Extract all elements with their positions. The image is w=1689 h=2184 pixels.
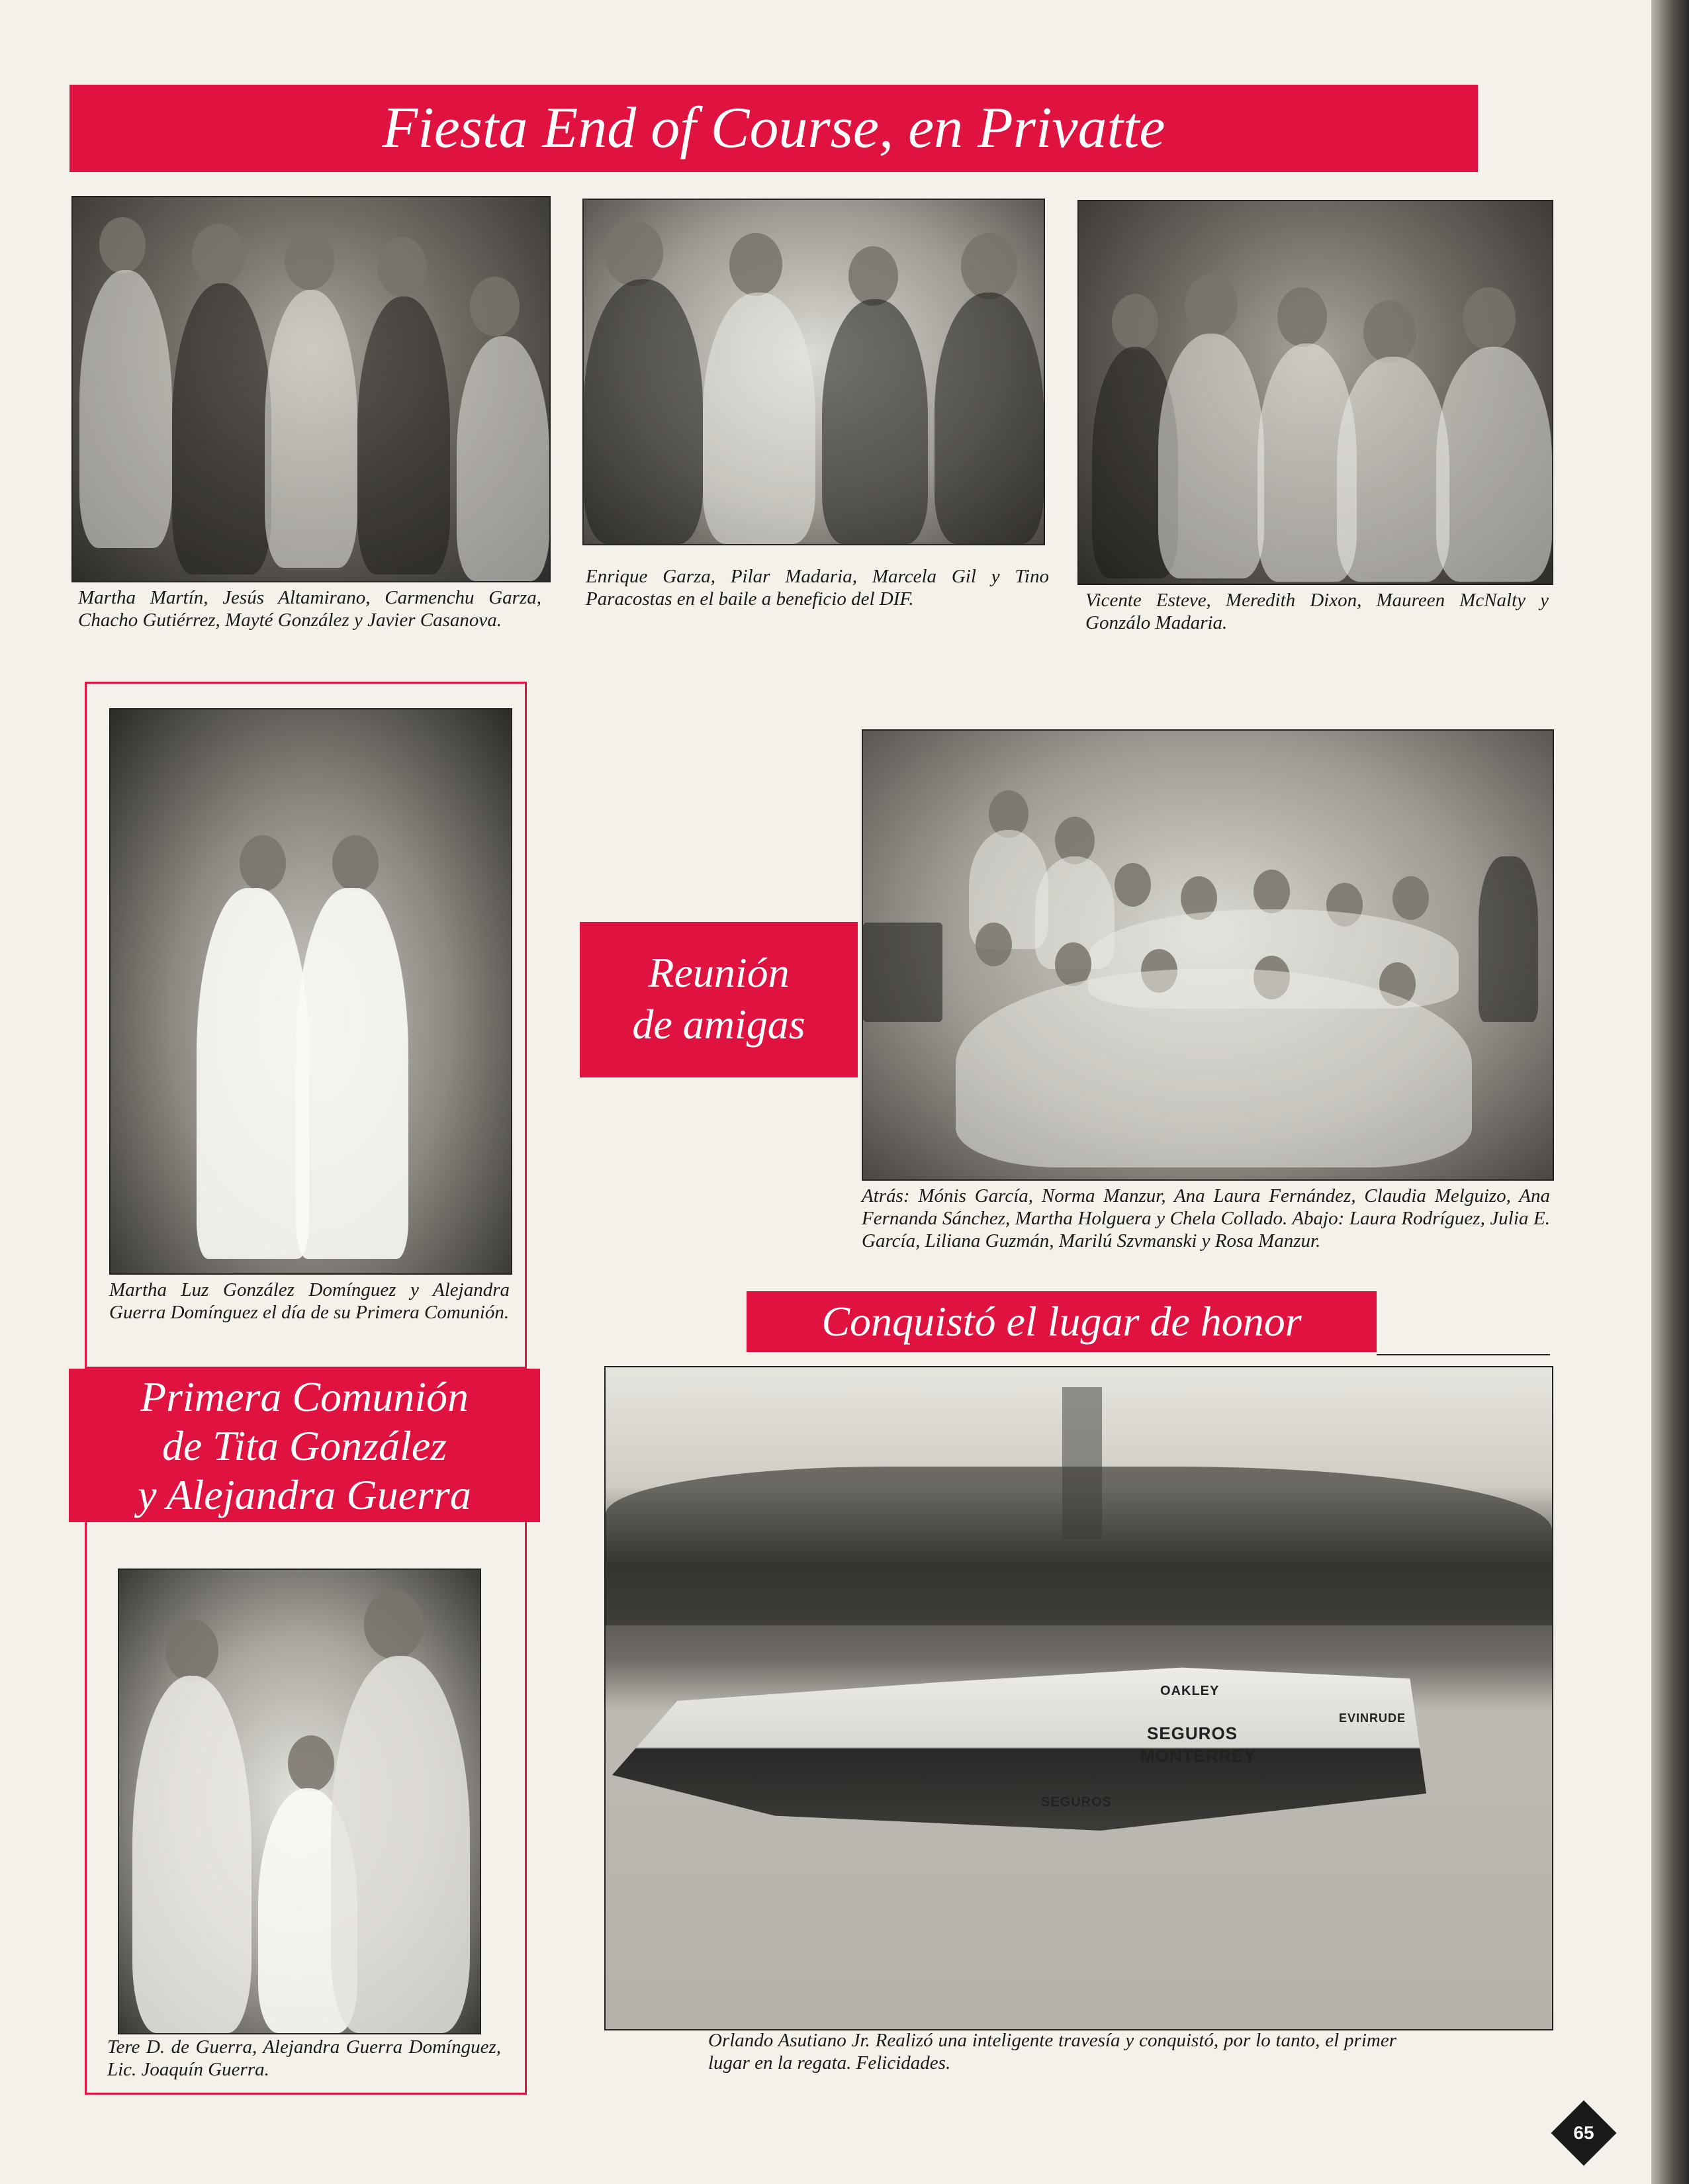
person-head	[332, 835, 379, 891]
fiesta-title-banner: Fiesta End of Course, en Privatte	[69, 85, 1478, 172]
caption-fiesta-3: Vicente Esteve, Meredith Dixon, Maureen McNalty y Gonzálo Madaria.	[1085, 590, 1549, 633]
comunion-title-banner	[69, 1369, 540, 1522]
person-head	[288, 1735, 334, 1792]
person-head	[848, 246, 898, 306]
person-figure	[197, 888, 309, 1259]
person-figure	[584, 279, 703, 544]
person-head	[1115, 863, 1151, 907]
boat-label-monterrey: MONTERREY	[1140, 1746, 1257, 1766]
person-figure	[703, 293, 815, 544]
power-tower	[1062, 1387, 1102, 1539]
caption-fiesta-2: Enrique Garza, Pilar Madaria, Marcela Gil y Tino Paracostas en el baile a beneficio del DIF.	[586, 566, 1049, 610]
person-head	[192, 224, 245, 287]
caption-comunion-bottom: Tere D. de Guerra, Alejandra Guerra Domínguez, Lic. Joaquín Guerra.	[107, 2036, 501, 2080]
person-head	[1363, 300, 1416, 363]
person-figure	[79, 270, 172, 548]
person-head	[1277, 287, 1327, 347]
boat-label-seguros: SEGUROS	[1147, 1723, 1238, 1743]
person-figure	[331, 1656, 470, 2033]
person-head	[976, 923, 1012, 966]
photo-speedboat-regata	[604, 1366, 1553, 2030]
person-head	[285, 230, 334, 290]
caption-fiesta-1: Martha Martín, Jesús Altamirano, Carmenchu Garza, Chacho Gutiérrez, Mayté González y Javier Casanova.	[78, 587, 541, 631]
caption-comunion-top: Martha Luz González Domínguez y Alejandra Guerra Domínguez el día de su Primera Comunión.	[109, 1279, 510, 1323]
person-figure	[1337, 357, 1449, 582]
boat-label-seguros-hull: SEGUROS	[1041, 1795, 1113, 1809]
person-head	[961, 233, 1017, 299]
comunion-title-line-3: y Alejandra Guerra	[138, 1471, 471, 1518]
reunion-title-line-2: de amigas	[632, 1001, 805, 1048]
caption-regata: Orlando Asutiano Jr. Realizó una inteligente travesía y conquistó, por lo tanto, el primer lugar en la regata. Felicidades.	[708, 2030, 1396, 2073]
book-binding-edge	[1651, 0, 1689, 2184]
person-head	[470, 277, 520, 336]
lamp-shape	[1479, 856, 1538, 1022]
photo-guerra-family	[118, 1569, 481, 2034]
photo-reunion-amigas	[862, 729, 1554, 1181]
person-figure	[172, 283, 271, 574]
person-figure	[357, 296, 450, 574]
person-head	[364, 1590, 424, 1659]
person-figure	[132, 1676, 251, 2033]
reunion-title-line-1: Reunión	[648, 949, 790, 996]
photo-fiesta-group-2	[582, 199, 1045, 545]
person-figure	[265, 290, 357, 568]
photo-fiesta-group-3	[1077, 200, 1553, 585]
person-figure	[296, 888, 408, 1259]
person-head	[240, 835, 286, 891]
person-head	[1112, 294, 1158, 350]
person-figure	[1436, 347, 1552, 582]
speedboat	[612, 1645, 1426, 1831]
person-head	[99, 217, 146, 273]
regata-title-banner: Conquistó el lugar de honor	[747, 1291, 1377, 1352]
person-head	[604, 220, 663, 286]
boat-label-oakley: OAKLEY	[1160, 1684, 1220, 1698]
person-head	[1254, 870, 1290, 913]
comunion-title-line-1: Primera Comunión	[140, 1373, 469, 1420]
page-number: 65	[1573, 2122, 1594, 2143]
regata-title-rule	[1377, 1354, 1550, 1355]
person-figure	[935, 293, 1044, 544]
person-figure	[822, 299, 928, 544]
person-figure	[457, 336, 549, 581]
comunion-title-line-2: de Tita González	[161, 1422, 447, 1469]
caption-reunion: Atrás: Mónis García, Norma Manzur, Ana Laura Fernández, Claudia Melguizo, Ana Fernanda Sánchez, Martha Holguera y Chela Collado. Abajo: Laura Rodríguez, Julia E. García, Liliana Guzmán, Marilú Szvmanski y Rosa Manzur.	[862, 1185, 1550, 1251]
person-figure	[956, 969, 1472, 1167]
reunion-title-banner	[580, 922, 858, 1077]
boat-label-evinrude: EVINRUDE	[1339, 1711, 1406, 1725]
person-head	[1185, 274, 1238, 337]
photo-comunion-girls	[109, 708, 512, 1275]
person-head	[1463, 287, 1516, 350]
person-head	[1392, 876, 1429, 920]
person-head	[377, 237, 427, 296]
television-shape	[863, 923, 942, 1022]
person-head	[165, 1619, 218, 1682]
photo-fiesta-group-1	[71, 196, 551, 582]
person-head	[729, 233, 782, 296]
person-figure	[1158, 334, 1264, 578]
